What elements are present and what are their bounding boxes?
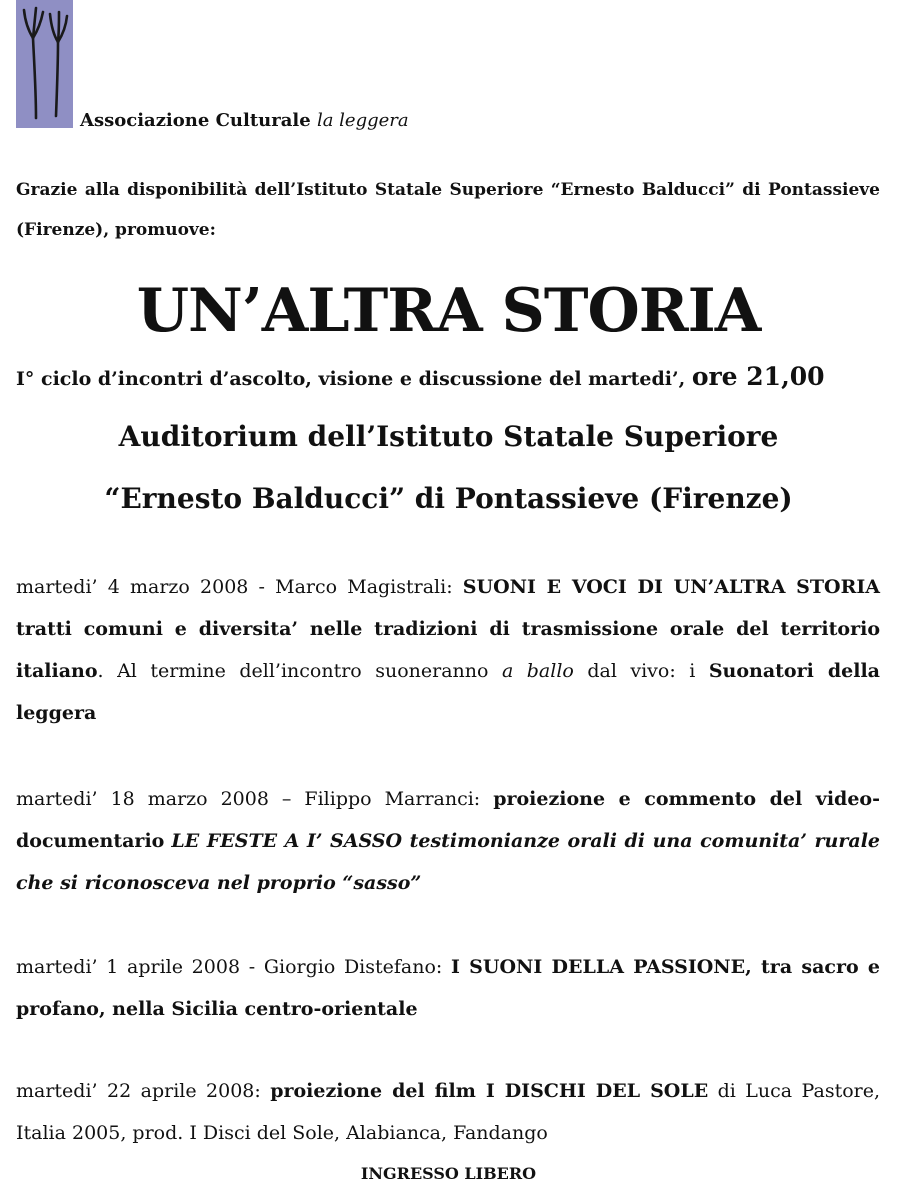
event-4 <box>16 1070 880 1154</box>
page-title: UN’ALTRA STORIA <box>136 276 761 346</box>
intro-paragraph: Grazie alla disponibilità dell’Istituto Statale Superiore “Ernesto Balducci” di Pontassieve (Firenze), promuove: <box>16 180 880 240</box>
event-3 <box>16 946 880 1030</box>
event-3-date: martedi’ 1 aprile 2008 - Giorgio Distefano: <box>16 956 443 978</box>
event-4-date: martedi’ 22 aprile 2008: <box>16 1080 261 1102</box>
event-1-title: SUONI E VOCI DI UN’ALTRA STORIA tratti comuni e diversita’ nelle tradizioni di trasmissione orale del territorio italiano <box>16 576 880 682</box>
event-4-text: di Luca Pastore, Italia 2005, prod. I Disci del Sole, Alabianca, Fandango <box>16 1080 881 1144</box>
association-logo <box>16 0 73 128</box>
event-1 <box>16 566 880 734</box>
event-1-text-2: dal vivo: i <box>587 660 696 682</box>
event-1-text: . Al termine dell’incontro suoneranno <box>97 660 489 682</box>
cycle-description: I° ciclo d’incontri d’ascolto, visione e discussione del martedi’, <box>16 368 686 390</box>
event-2-title: proiezione e commento del video-documentario <box>16 788 880 852</box>
event-1-performers: Suonatori della leggera <box>16 660 880 724</box>
event-2-date: martedi’ 18 marzo 2008 – Filippo Marranci: <box>16 788 481 810</box>
event-2-film: LE FESTE A I’ SASSO testimonianze orali di una comunita’ rurale che si riconosceva nel proprio “sasso” <box>16 830 881 894</box>
event-4-title: proiezione del film I DISCHI DEL SOLE <box>270 1080 709 1102</box>
association-name-italic: la leggera <box>316 110 409 131</box>
free-entry-notice: INGRESSO LIBERO <box>360 1164 537 1183</box>
event-1-date: martedi’ 4 marzo 2008 - Marco Magistrali: <box>16 576 453 598</box>
cycle-time: ore 21,00 <box>691 362 825 391</box>
fork-plants-icon <box>16 0 73 128</box>
event-2 <box>16 778 880 904</box>
venue-line-1: Auditorium dell’Istituto Statale Superiore <box>118 420 779 453</box>
event-3-title: I SUONI DELLA PASSIONE, tra sacro e profano, nella Sicilia centro-orientale <box>16 956 880 1020</box>
association-name-text: Associazione Culturale <box>80 110 311 131</box>
venue-line-2: “Ernesto Balducci” di Pontassieve (Firenze) <box>104 482 793 515</box>
cycle-line <box>16 362 880 391</box>
association-name <box>80 110 409 131</box>
event-1-italic: a ballo <box>501 660 574 682</box>
